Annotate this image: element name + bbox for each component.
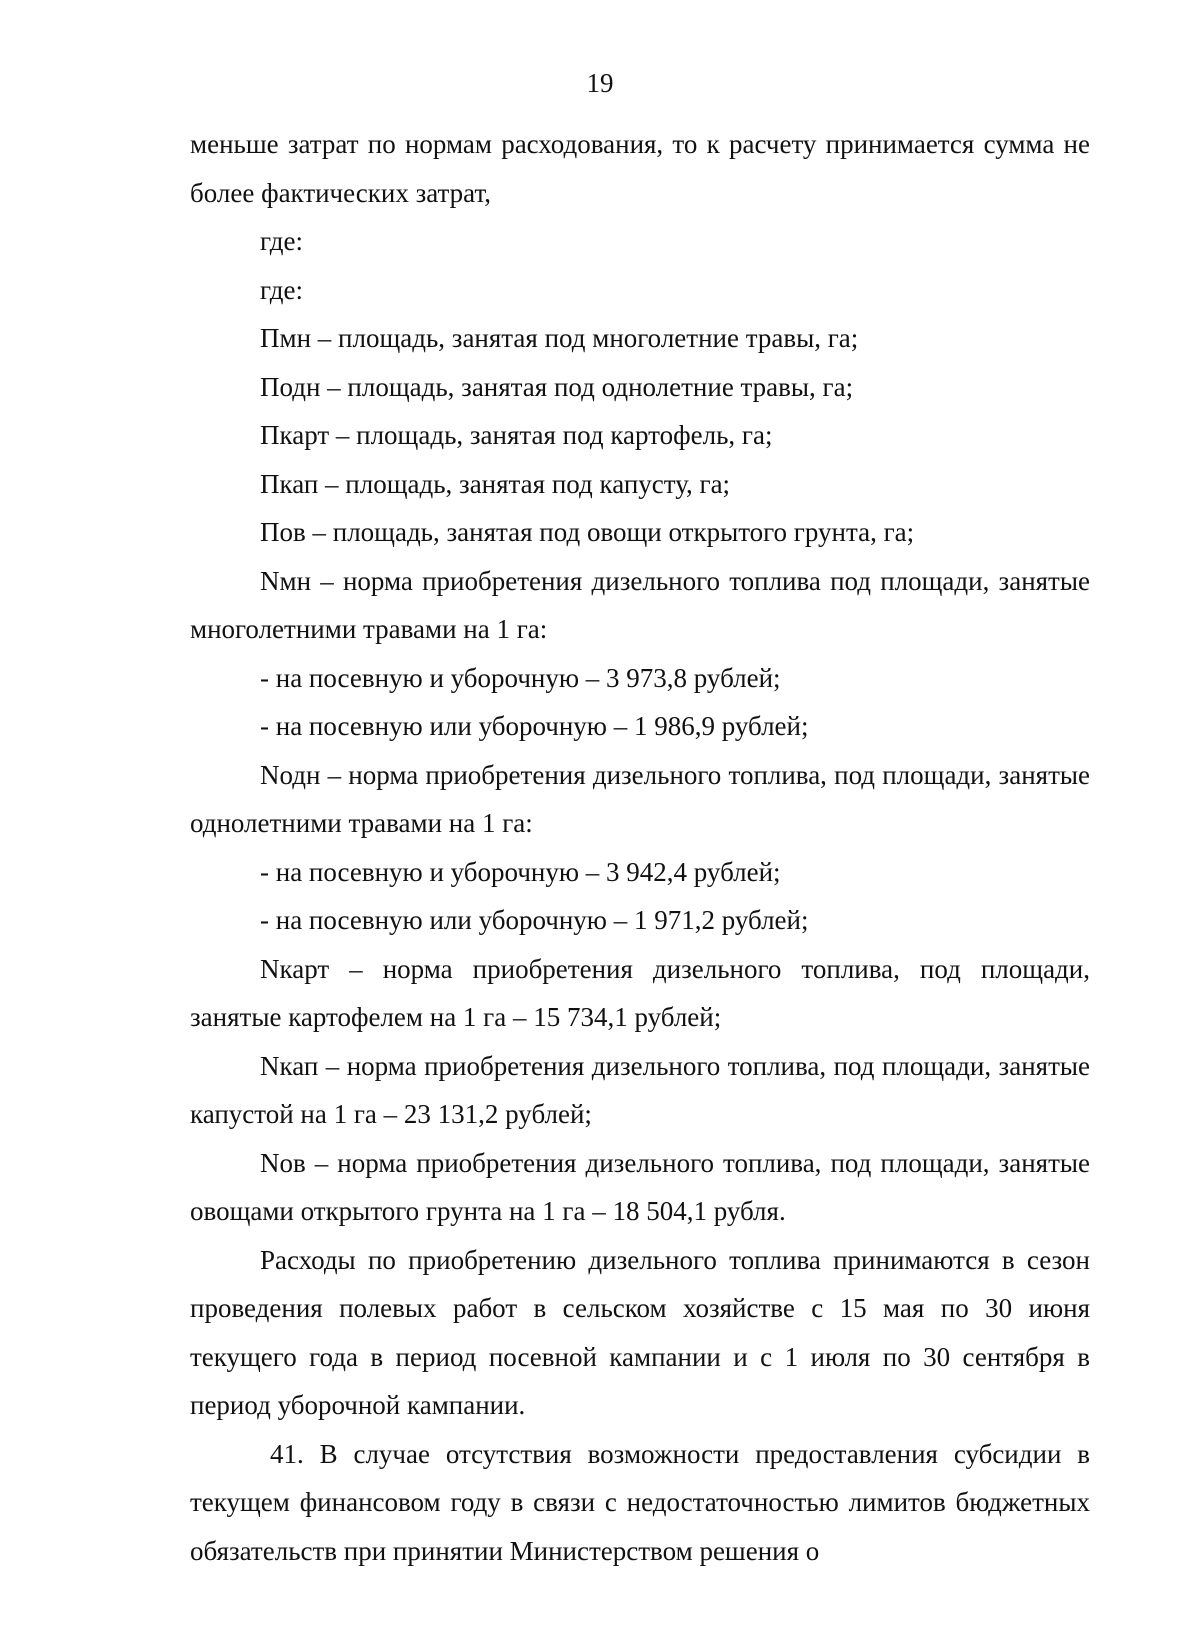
definition-pkap: Пкап – площадь, занятая под капусту, га; xyxy=(260,468,731,499)
definition-nmn: Nмн – норма приобретения дизельного топлива под площади, занятые многолетними травами на 1 га: xyxy=(190,565,1090,644)
definition-pkart: Пкарт – площадь, занятая под картофель, га; xyxy=(260,420,773,450)
list-item-nodn-both: - на посевную и уборочную – 3 942,4 рублей; xyxy=(260,856,781,887)
document-body xyxy=(190,120,1090,1575)
definition-nkap: Nкап – норма приобретения дизельного топлива, под площади, занятые капустой на 1 га – 23 131,2 рублей; xyxy=(190,1050,1090,1129)
list-item-nmn-both: - на посевную и уборочную – 3 973,8 рублей; xyxy=(260,662,781,693)
list-item-nodn-either: - на посевную или уборочную – 1 971,2 рублей; xyxy=(260,905,809,935)
definition-nov: Nов – норма приобретения дизельного топлива, под площади, занятые овощами открытого грунта на 1 га – 18 504,1 рубля. xyxy=(190,1147,1090,1226)
paragraph-intro: меньше затрат по нормам расходования, то к расчету принимается сумма не более фактических затрат, xyxy=(190,129,1090,208)
definition-nodn: Nодн – норма приобретения дизельного топлива, под площади, занятые однолетними травами на 1 га: xyxy=(190,759,1090,838)
page-number: 19 xyxy=(586,68,614,98)
definition-pov: Пов – площадь, занятая под овощи открытого грунта, га; xyxy=(260,517,915,547)
definition-podn: Подн – площадь, занятая под однолетние травы, га; xyxy=(260,371,854,402)
paragraph-where-1: где: xyxy=(260,226,303,256)
definition-pmn: Пмн – площадь, занятая под многолетние травы, га; xyxy=(260,323,859,353)
list-item-nmn-either: - на посевную или уборочную – 1 986,9 рублей; xyxy=(260,711,809,741)
paragraph-fuel-expenses: Расходы по приобретению дизельного топлива принимаются в сезон проведения полевых работ в сельском хозяйстве с 15 мая по 30 июня текущего года в период посевной кампании и с 1 июля по 30 сентября в период уборочной кампании. xyxy=(190,1244,1090,1420)
paragraph-where-2: где: xyxy=(260,274,303,305)
definition-nkart: Nкарт – норма приобретения дизельного топлива, под площади, занятые картофелем на 1 га – 15 734,1 рублей; xyxy=(190,953,1090,1032)
paragraph-41: 41. В случае отсутствия возможности предоставления субсидии в текущем финансовом году в связи с недостаточностью лимитов бюджетных обязательств при принятии Министерством решения о xyxy=(190,1438,1090,1566)
